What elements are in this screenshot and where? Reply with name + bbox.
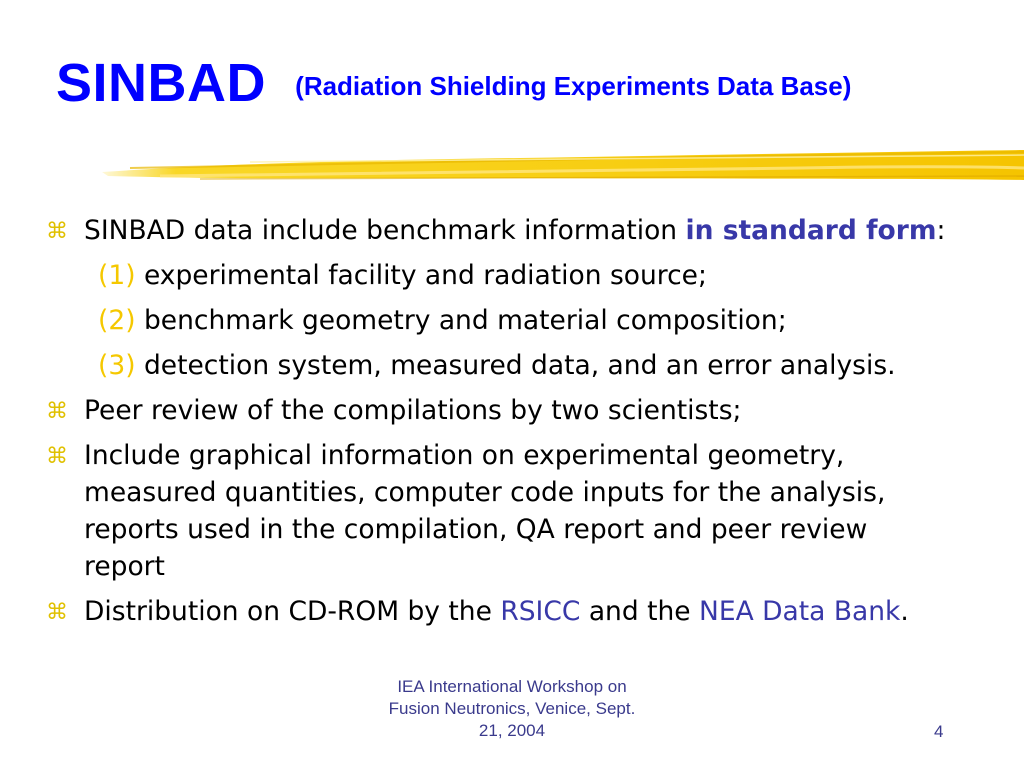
bullet-text: Include graphical information on experimental geometry, measured quantities, computer code inputs for the analysis, reports used in the compilation, QA report and peer review report: [84, 440, 886, 582]
nea-data-bank-link[interactable]: NEA Data Bank: [699, 596, 901, 627]
bullet-item: [46, 593, 946, 630]
yellow-brush-stroke: [100, 146, 1024, 188]
sub-item: [46, 302, 946, 339]
z-bullet-icon: ⌘: [46, 399, 68, 424]
bullet-suffix: :: [936, 215, 946, 246]
bullet-item: [46, 437, 946, 585]
rsicc-link[interactable]: RSICC: [500, 596, 581, 627]
bullet-item: [46, 212, 946, 249]
title-main: SINBAD: [56, 53, 267, 113]
title-subtitle: (Radiation Shielding Experiments Data Base): [295, 71, 852, 101]
bullet-mid: and the: [580, 596, 700, 627]
sub-item: [46, 257, 946, 294]
sub-item-text: detection system, measured data, and an error analysis.: [135, 350, 896, 381]
sub-item: [46, 347, 946, 384]
footer-line: 21, 2004: [478, 721, 546, 740]
slide-title: [56, 53, 852, 113]
footer-line: Fusion Neutronics, Venice, Sept.: [388, 699, 636, 718]
bullet-text: SINBAD data include benchmark information: [84, 215, 686, 246]
z-bullet-icon: ⌘: [46, 600, 68, 625]
sub-item-text: benchmark geometry and material composition;: [135, 305, 787, 336]
bullet-highlight: in standard form: [685, 215, 937, 246]
sub-item-number: (3): [98, 350, 136, 381]
sub-item-number: (1): [98, 260, 136, 291]
bullet-item: [46, 392, 946, 429]
sub-item-number: (2): [98, 305, 136, 336]
z-bullet-icon: ⌘: [46, 219, 68, 244]
sub-item-text: experimental facility and radiation source;: [135, 260, 707, 291]
bullet-suffix: .: [900, 596, 909, 627]
footer: [352, 676, 672, 742]
bullet-text: Peer review of the compilations by two scientists;: [84, 395, 742, 426]
bullet-prefix: Distribution on CD-ROM by the: [84, 596, 501, 627]
z-bullet-icon: ⌘: [46, 444, 68, 469]
page-number: 4: [934, 722, 944, 741]
slide-content: [46, 212, 946, 638]
footer-line: IEA International Workshop on: [397, 677, 627, 696]
